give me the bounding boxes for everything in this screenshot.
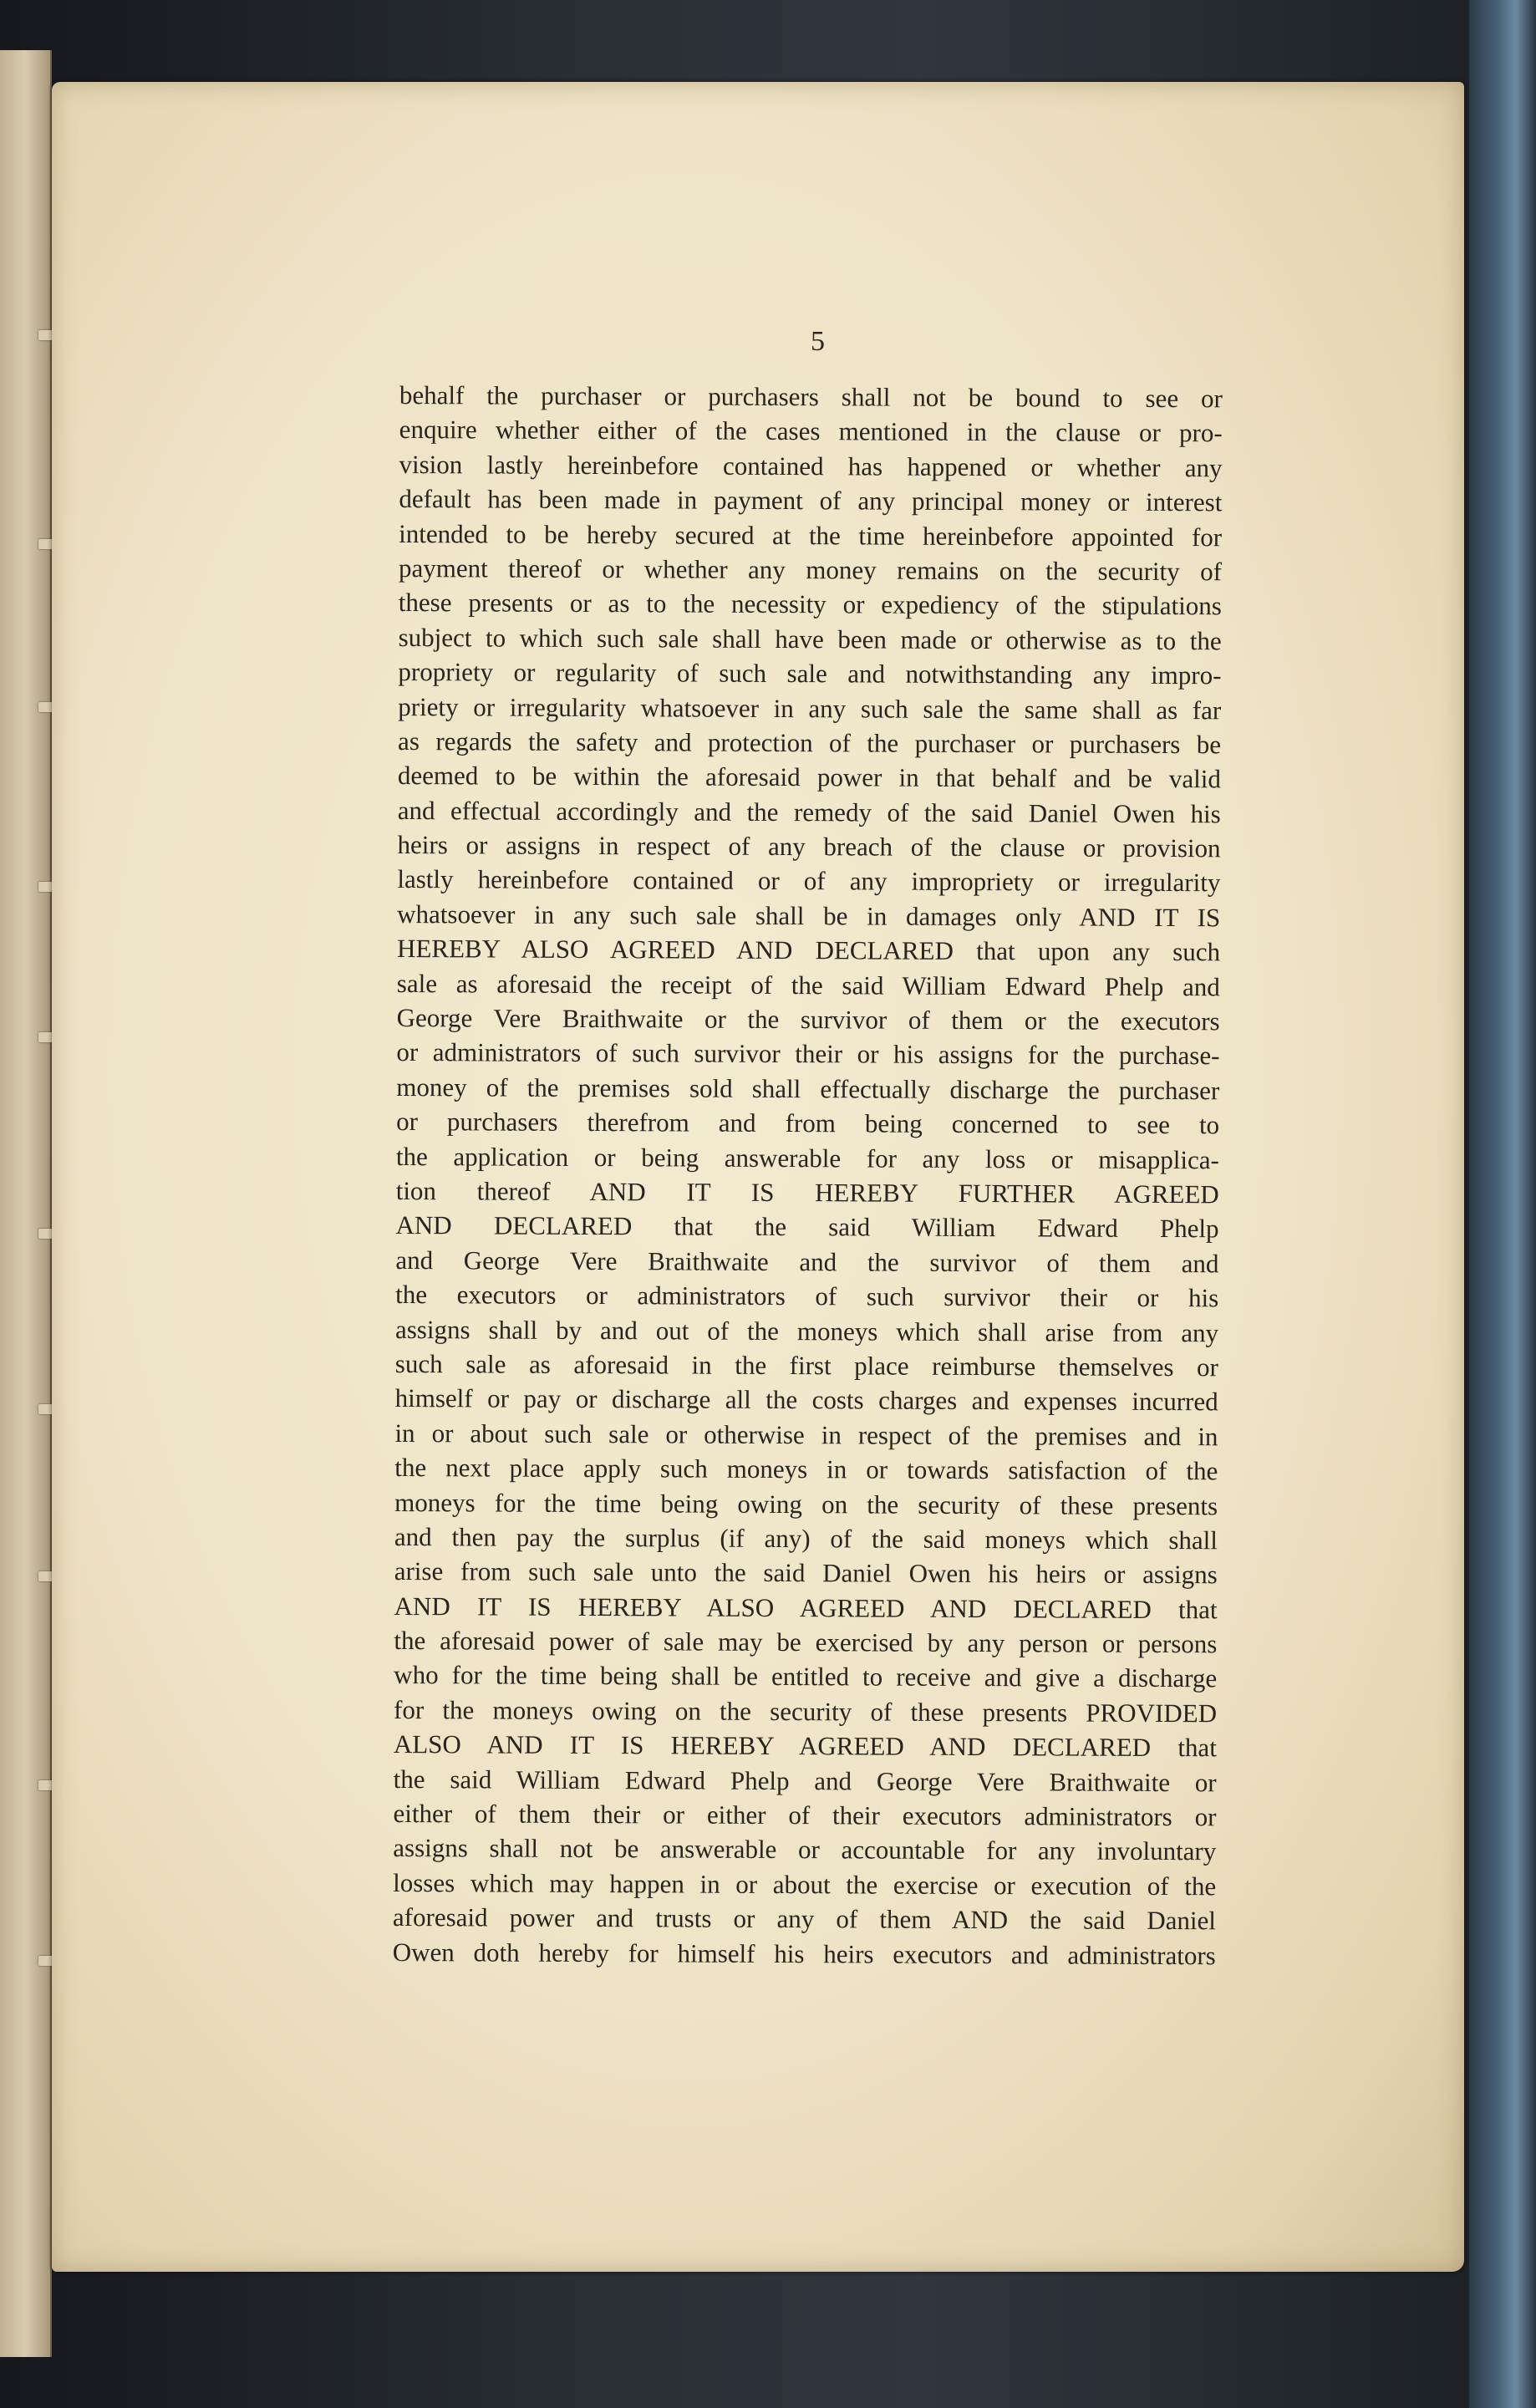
text-line: moneys for the time being owing on the security of these presents — [394, 1487, 1218, 1520]
body-text — [393, 378, 1223, 1973]
text-line: assigns shall by and out of the moneys which shall arise from any — [394, 1314, 1219, 1347]
text-line: aforesaid power and trusts or any of them AND the said Daniel — [392, 1902, 1217, 1936]
text-line: or administrators of such survivor their or his assigns for the purchase- — [396, 1037, 1220, 1071]
text-line: Owen doth hereby for himself his heirs executors and administrators — [392, 1937, 1216, 1970]
text-line: and then pay the surplus (if any) of the said moneys which shall — [394, 1521, 1218, 1555]
text-line: such sale as aforesaid in the first place reimburse themselves or — [394, 1348, 1218, 1382]
text-line: and effectual accordingly and the remedy of the said Daniel Owen his — [397, 795, 1221, 828]
text-line: lastly hereinbefore contained or of any impropriety or irregularity — [397, 864, 1221, 898]
text-line: whatsoever in any such sale shall be in damages only AND IT IS — [397, 899, 1221, 933]
text-line: the said William Edward Phelp and George Vere Braithwaite or — [393, 1764, 1217, 1797]
text-line: for the moneys owing on the security of these presents PROVIDED — [393, 1694, 1218, 1728]
text-line: as regards the safety and protection of the purchaser or purchasers be — [398, 725, 1222, 760]
text-line: tion thereof AND IT IS HEREBY FURTHER AGREED — [395, 1175, 1219, 1209]
text-line: priety or irregularity whatsoever in any such sale the same shall as far — [398, 691, 1222, 725]
text-line: George Vere Braithwaite or the survivor of them or the executors — [396, 1003, 1220, 1036]
text-line: deemed to be within the aforesaid power in that behalf and be valid — [397, 761, 1221, 794]
text-line: the next place apply such moneys in or towards satisfaction of the — [394, 1453, 1218, 1486]
text-line: these presents or as to the necessity or expediency of the stipulations — [398, 588, 1222, 621]
text-line: the executors or administrators of such survivor their or his — [395, 1280, 1219, 1313]
text-line: arise from such sale unto the said Daniel Owen his heirs or assigns — [394, 1556, 1218, 1590]
text-line: the aforesaid power of sale may be exercised by any person or persons — [394, 1626, 1218, 1659]
text-line: intended to be hereby secured at the time hereinbefore appointed for — [399, 518, 1223, 552]
text-line: or purchasers therefrom and from being concerned to see to — [396, 1107, 1220, 1140]
text-line: behalf the purchaser or purchasers shall not be bound to see or — [399, 379, 1223, 414]
text-line: HEREBY ALSO AGREED AND DECLARED that upon any such — [396, 934, 1221, 967]
text-line: enquire whether either of the cases mentioned in the clause or pro- — [399, 415, 1223, 448]
text-line: AND IT IS HEREBY ALSO AGREED AND DECLARED that — [394, 1591, 1218, 1624]
text-line: the application or being answerable for any loss or misapplica- — [395, 1141, 1220, 1174]
text-line: assigns shall not be answerable or accountable for any involuntary — [393, 1833, 1217, 1866]
text-line: money of the premises sold shall effectually discharge the purchaser — [396, 1072, 1220, 1106]
text-line: AND DECLARED that the said William Edward Phelp — [395, 1210, 1219, 1244]
page-number: 5 — [811, 326, 825, 357]
text-line: ALSO AND IT IS HEREBY AGREED AND DECLARED that — [393, 1729, 1217, 1763]
previous-page-edge — [0, 50, 52, 2357]
text-line: who for the time being shall be entitled to receive and give a discharge — [394, 1660, 1218, 1693]
text-line: vision lastly hereinbefore contained has happened or whether any — [399, 449, 1223, 483]
text-line: payment thereof or whether any money remains on the security of — [398, 552, 1223, 587]
text-line: subject to which such sale shall have been made or otherwise as to the — [398, 622, 1222, 656]
text-line: heirs or assigns in respect of any breach of the clause or provision — [397, 830, 1221, 863]
text-line: either of them their or either of their executors administrators or — [393, 1798, 1217, 1832]
text-line: himself or pay or discharge all the costs charges and expenses incurred — [394, 1383, 1218, 1417]
text-line: propriety or regularity of such sale and notwithstanding any impro- — [398, 657, 1222, 690]
text-line: losses which may happen in or about the exercise or execution of the — [393, 1867, 1217, 1901]
text-line: in or about such sale or otherwise in respect of the premises and in — [394, 1418, 1218, 1452]
text-line: sale as aforesaid the receipt of the said William Edward Phelp and — [396, 968, 1220, 1001]
text-line: and George Vere Braithwaite and the survivor of them and — [395, 1245, 1219, 1279]
cover-edge — [1469, 0, 1536, 2408]
text-line: default has been made in payment of any principal money or interest — [399, 484, 1223, 517]
